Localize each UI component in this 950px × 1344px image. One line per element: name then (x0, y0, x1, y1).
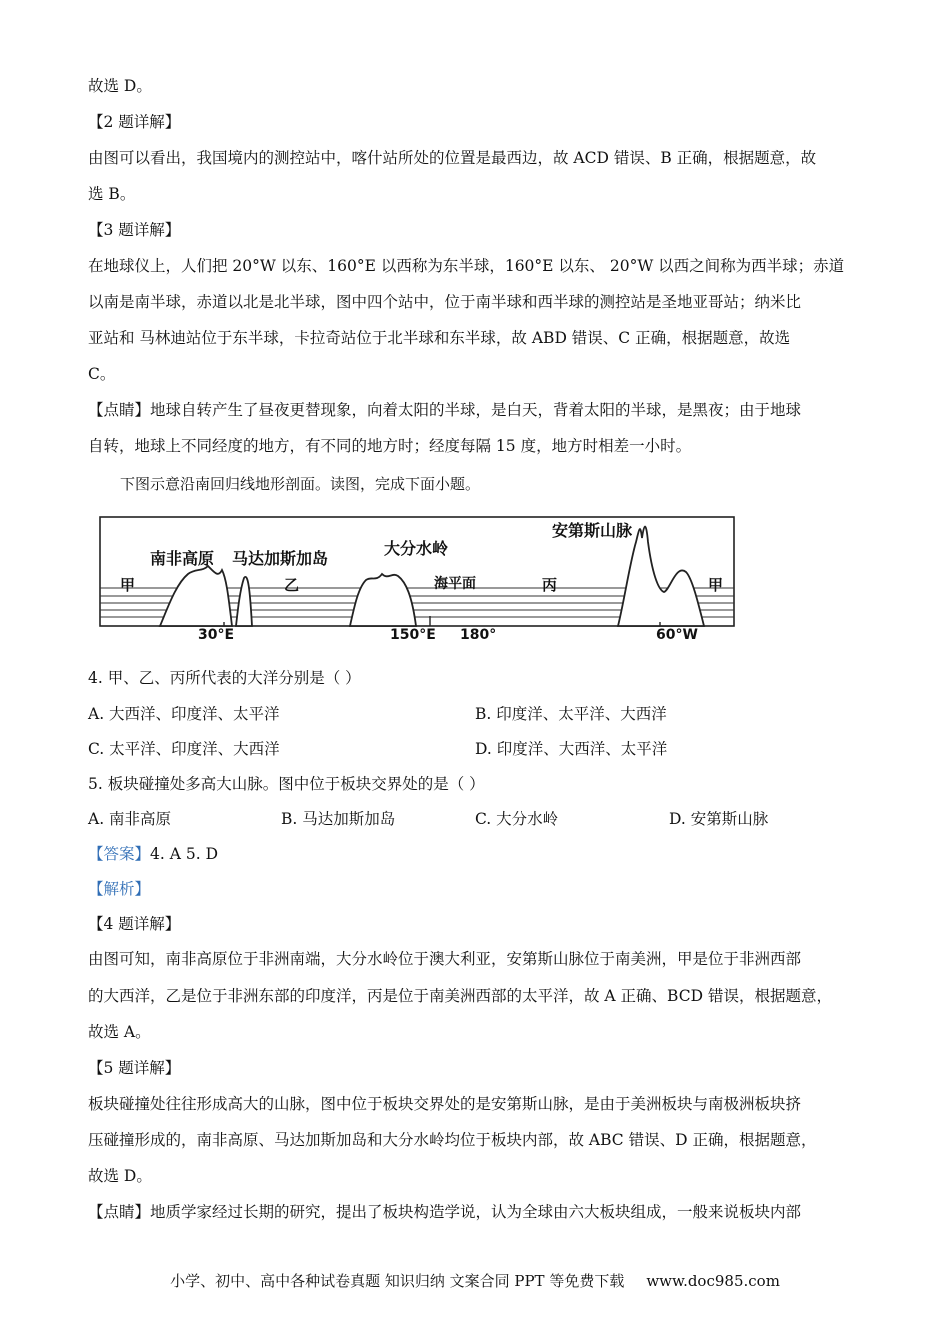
question-4-stem: 4. 甲、乙、丙所代表的大洋分别是（ ） (88, 669, 361, 687)
label-jia-left: 甲 (120, 576, 136, 594)
footer-site-link[interactable]: www.doc985.com (646, 1272, 780, 1290)
q5-option-c: C. 大分水岭 (475, 810, 559, 828)
text-line: 故选 D。 (88, 1167, 152, 1185)
q4-option-d: D. 印度洋、大西洋、太平洋 (475, 740, 668, 758)
question-5-stem: 5. 板块碰撞处多高大山脉。图中位于板块交界处的是（ ） (88, 775, 485, 793)
answer-text: 4. A 5. D (150, 845, 218, 863)
answer-line (88, 844, 218, 864)
label-60w: 60°W (656, 627, 698, 640)
footer-text: 小学、初中、高中各种试卷真题 知识归纳 文案合同 PPT 等免费下载 (170, 1272, 625, 1290)
text-line: 以南是南半球，赤道以北是北半球，图中四个站中，位于南半球和西半球的测控站是圣地亚哥站；纳米比 (88, 293, 802, 311)
text-line: 选 B。 (88, 185, 136, 203)
label-andes: 安第斯山脉 (552, 521, 633, 540)
section-heading: 【2 题详解】 (88, 113, 181, 131)
q5-option-d: D. 安第斯山脉 (669, 810, 769, 828)
label-madagascar: 马达加斯加岛 (232, 549, 329, 568)
section-heading: 【4 题详解】 (88, 915, 181, 933)
label-great-dividing: 大分水岭 (384, 539, 449, 558)
q4-option-a: A. 大西洋、印度洋、太平洋 (88, 705, 280, 723)
text-line: 压碰撞形成的，南非高原、马达加斯加岛和大分水岭均位于板块内部，故 ABC 错误、D 正确，根据题意， (88, 1131, 817, 1149)
text-line: 的大西洋，乙是位于非洲东部的印度洋，丙是位于南美洲西部的太平洋，故 A 正确、BCD 错误，根据题意， (88, 987, 832, 1005)
text-line: 在地球仪上，人们把 20°W 以东、160°E 以西称为东半球，160°E 以东、 20°W 以西之间称为西半球；赤道 (88, 257, 845, 275)
label-150e: 150°E (390, 627, 436, 640)
text-line: 【点睛】地球自转产生了昼夜更替现象，向着太阳的半球，是白天，背着太阳的半球，是黑夜；由于地球 (88, 401, 802, 419)
terrain-profile-figure (98, 512, 738, 640)
label-jia-right: 甲 (708, 576, 724, 594)
page-footer (0, 1270, 950, 1291)
text-line: 【点睛】地质学家经过长期的研究，提出了板块构造学说，认为全球由六大板块组成，一般来说板块内部 (88, 1203, 802, 1221)
label-south-africa: 南非高原 (150, 549, 215, 568)
label-180: 180° (460, 627, 497, 640)
label-bing: 丙 (542, 576, 558, 594)
section-heading: 【3 题详解】 (88, 221, 181, 239)
q5-option-b: B. 马达加斯加岛 (281, 810, 396, 828)
text-line: 自转，地球上不同经度的地方，有不同的地方时；经度每隔 15 度，地方时相差一小时。 (88, 437, 692, 455)
answer-tag: 【答案】 (88, 845, 151, 863)
figure-intro: 下图示意沿南回归线地形剖面。读图，完成下面小题。 (120, 475, 481, 493)
q4-option-c: C. 太平洋、印度洋、大西洋 (88, 740, 280, 758)
text-line: 由图可以看出，我国境内的测控站中，喀什站所处的位置是最西边，故 ACD 错误、B 正确，根据题意，故 (88, 149, 817, 167)
text-line: 故选 A。 (88, 1023, 151, 1041)
text-line: 亚站和 马林迪站位于东半球，卡拉奇站位于北半球和东半球，故 ABD 错误、C 正确，根据题意，故选 (88, 329, 791, 347)
text-line: C。 (88, 365, 116, 383)
label-sea-level: 海平面 (434, 576, 476, 592)
q4-option-b: B. 印度洋、太平洋、大西洋 (475, 705, 667, 723)
label-30e: 30°E (198, 627, 235, 640)
label-yi: 乙 (284, 576, 300, 594)
text-line: 故选 D。 (88, 77, 152, 95)
analysis-tag: 【解析】 (88, 880, 151, 898)
q5-option-a: A. 南非高原 (88, 810, 172, 828)
text-line: 板块碰撞处往往形成高大的山脉，图中位于板块交界处的是安第斯山脉，是由于美洲板块与南极洲板块挤 (88, 1095, 802, 1113)
text-line: 由图可知，南非高原位于非洲南端，大分水岭位于澳大利亚，安第斯山脉位于南美洲，甲是位于非洲西部 (88, 950, 802, 968)
section-heading: 【5 题详解】 (88, 1059, 181, 1077)
